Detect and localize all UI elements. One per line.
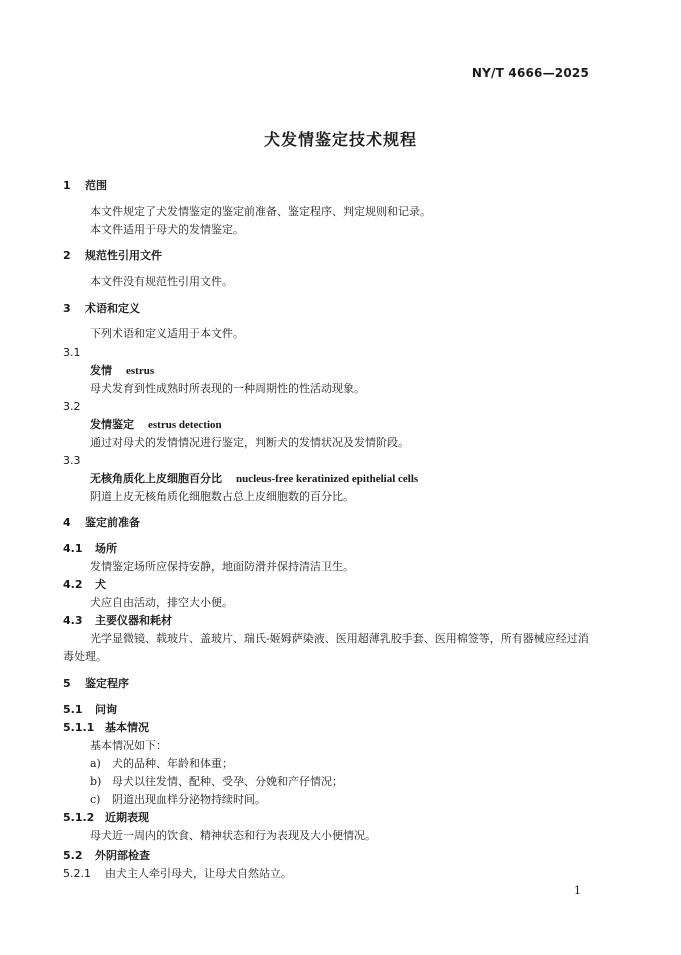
term-3-1-number: 3.1 [63, 346, 81, 359]
term-3-3-heading: 无核角质化上皮细胞百分比 nucleus-free keratinized epithelial cells [90, 472, 419, 485]
standard-number: NY/T 4666—2025 [471, 66, 589, 80]
section-3-para-1: 下列术语和定义适用于本文件。 [90, 327, 244, 340]
section-2-para-1: 本文件没有规范性引用文件。 [90, 275, 233, 288]
term-3-2-definition: 通过对母犬的发情情况进行鉴定，判断犬的发情状况及发情阶段。 [90, 436, 409, 449]
section-1-heading: 1 范围 [63, 179, 107, 192]
list-item: c) 阴道出现血样分泌物持续时间。 [90, 793, 266, 806]
section-4-heading: 4 鉴定前准备 [63, 516, 140, 529]
section-5-2-1-text: 5.2.1 由犬主人牵引母犬，让母犬自然站立。 [63, 867, 292, 880]
term-3-2-heading: 发情鉴定 estrus detection [90, 418, 222, 431]
document-title: 犬发情鉴定技术规程 [263, 130, 417, 149]
section-4-2-heading: 4.2 犬 [63, 578, 106, 591]
section-1-para-2: 本文件适用于母犬的发情鉴定。 [90, 223, 244, 236]
term-3-3-number: 3.3 [63, 454, 81, 467]
section-4-2-text: 犬应自由活动，排空大小便。 [90, 596, 233, 609]
term-3-3-definition: 阴道上皮无核角质化细胞数占总上皮细胞数的百分比。 [90, 490, 354, 503]
section-5-1-heading: 5.1 问询 [63, 703, 117, 716]
term-3-1-heading: 发情 estrus [90, 364, 155, 377]
section-5-1-2-text: 母犬近一周内的饮食、精神状态和行为表现及大小便情况。 [90, 829, 376, 842]
term-3-2-number: 3.2 [63, 400, 81, 413]
list-item: a) 犬的品种、年龄和体重； [90, 757, 233, 770]
section-5-1-2-heading: 5.1.2 近期表现 [63, 811, 149, 824]
section-5-heading: 5 鉴定程序 [63, 677, 129, 690]
section-2-heading: 2 规范性引用文件 [63, 249, 162, 262]
section-4-3-text-line-1: 光学显微镜、载玻片、盖玻片、瑞氏-姬姆萨染液、医用超薄乳胶手套、医用棉签等，所有器械应经过消 [90, 632, 589, 645]
section-3-heading: 3 术语和定义 [63, 302, 140, 315]
section-1-para-1: 本文件规定了犬发情鉴定的鉴定前准备、鉴定程序、判定规则和记录。 [90, 205, 431, 218]
page-number: 1 [574, 884, 581, 897]
section-5-1-1-intro: 基本情况如下： [90, 739, 167, 752]
term-3-1-definition: 母犬发育到性成熟时所表现的一种周期性的性活动现象。 [90, 382, 365, 395]
section-5-1-1-heading: 5.1.1 基本情况 [63, 721, 149, 734]
list-item: b) 母犬以往发情、配种、受孕、分娩和产仔情况； [90, 775, 343, 788]
section-4-3-heading: 4.3 主要仪器和耗材 [63, 614, 172, 627]
section-4-3-text-line-2: 毒处理。 [63, 650, 107, 663]
section-4-1-heading: 4.1 场所 [63, 542, 117, 555]
section-5-2-heading: 5.2 外阴部检查 [63, 849, 150, 862]
section-4-1-text: 发情鉴定场所应保持安静，地面防滑并保持清洁卫生。 [90, 560, 354, 573]
